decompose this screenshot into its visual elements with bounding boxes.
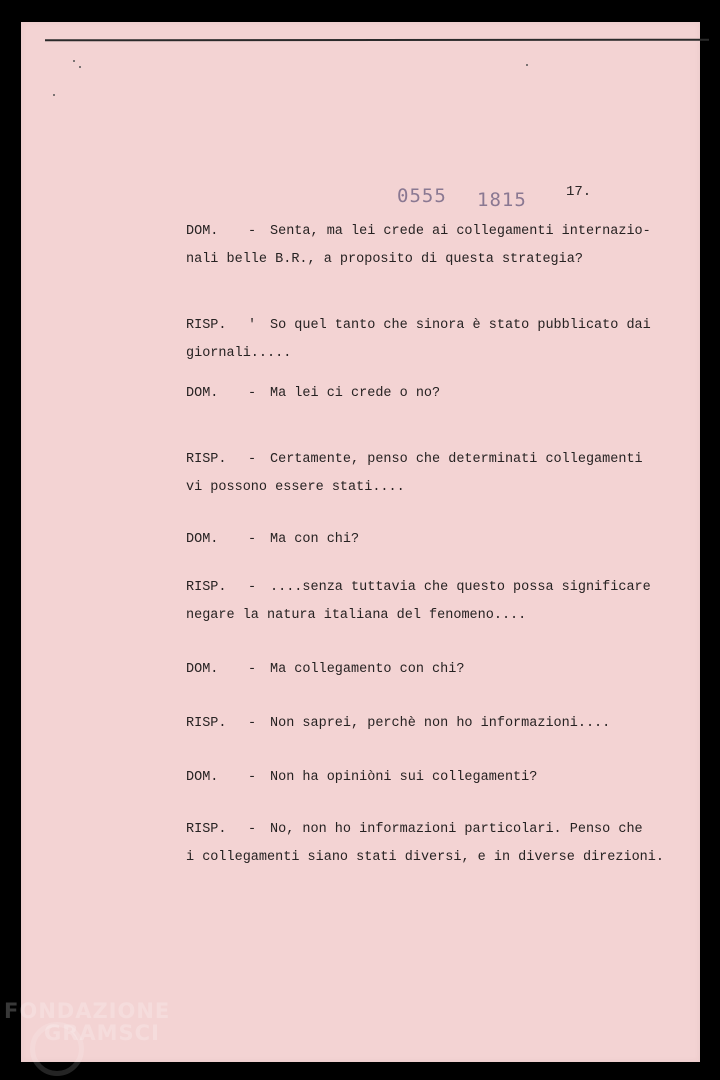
paper-speck [53, 94, 55, 96]
speaker-label: DOM. [186, 532, 219, 547]
transcript-text: giornali..... [186, 346, 292, 361]
transcript-text: Ma lei ci crede o no? [270, 386, 441, 401]
transcript-entry [186, 218, 686, 274]
page-number: 17. [566, 184, 592, 200]
transcript-text: ....senza tuttavia che questo possa significare [270, 580, 651, 595]
transcript-text: negare la natura italiana del fenomeno.... [186, 608, 527, 623]
transcript-line [186, 340, 686, 368]
transcript-text: Certamente, penso che determinati collegamenti [270, 452, 643, 467]
transcript-entry [186, 380, 686, 408]
speaker-label: RISP. [186, 580, 227, 595]
speaker-label: RISP. [186, 318, 227, 333]
speaker-dash: - [248, 386, 257, 401]
watermark-line2: GRAMSCI [44, 1021, 160, 1045]
transcript-line [186, 816, 686, 844]
transcript-entry [186, 574, 686, 630]
fondazione-gramsci-watermark [4, 1000, 170, 1044]
transcript-text: nali belle B.R., a proposito di questa strategia? [186, 252, 583, 267]
speaker-dash: - [248, 224, 257, 239]
transcript-text: Non saprei, perchè non ho informazioni.... [270, 716, 611, 731]
transcript-entry [186, 526, 686, 554]
transcript-entry [186, 446, 686, 502]
transcript-line [186, 656, 686, 684]
speaker-dash: - [248, 580, 257, 595]
document-page [21, 22, 700, 1062]
transcript-line [186, 380, 686, 408]
watermark-line1: FONDAZIONE [4, 999, 171, 1023]
transcript-text: Non ha opiniòni sui collegamenti? [270, 770, 538, 785]
speaker-dash: - [248, 662, 257, 677]
transcript-line [186, 218, 686, 246]
transcript-line [186, 844, 686, 872]
speaker-label: DOM. [186, 770, 219, 785]
transcript-text: Ma collegamento con chi? [270, 662, 465, 677]
transcript-text: No, non ho informazioni particolari. Penso che [270, 822, 643, 837]
transcript-entry [186, 816, 686, 872]
transcript-line [186, 446, 686, 474]
transcript-entry [186, 656, 686, 684]
transcript-line [186, 602, 686, 630]
paper-speck [526, 64, 528, 66]
transcript-line [186, 764, 686, 792]
speaker-label: RISP. [186, 716, 227, 731]
speaker-label: DOM. [186, 662, 219, 677]
speaker-dash: - [248, 822, 257, 837]
transcript-line [186, 246, 686, 274]
transcript-entry [186, 710, 686, 738]
paper-speck [79, 66, 81, 68]
speaker-label: RISP. [186, 452, 227, 467]
speaker-label: RISP. [186, 822, 227, 837]
speaker-label: DOM. [186, 386, 219, 401]
archive-stamp-left: 0555 [397, 185, 447, 207]
transcript-line [186, 526, 686, 554]
speaker-dash: - [248, 770, 257, 785]
transcript-entry [186, 312, 686, 368]
transcript-entry [186, 764, 686, 792]
transcript-text: So quel tanto che sinora è stato pubblicato dai [270, 318, 651, 333]
transcript-line [186, 474, 686, 502]
top-rule [45, 39, 709, 42]
transcript-text: vi possono essere stati.... [186, 480, 405, 495]
speaker-dash: - [248, 452, 257, 467]
transcript-text: Senta, ma lei crede ai collegamenti internazio- [270, 224, 651, 239]
speaker-dash: - [248, 716, 257, 731]
paper-speck [73, 60, 75, 62]
transcript-text: Ma con chi? [270, 532, 360, 547]
speaker-label: DOM. [186, 224, 219, 239]
transcript-line [186, 574, 686, 602]
transcript-line [186, 312, 686, 340]
archive-stamp-right: 1815 [477, 189, 527, 211]
speaker-dash: - [248, 532, 257, 547]
speaker-dash: ' [248, 318, 257, 333]
transcript-text: i collegamenti siano stati diversi, e in diverse direzioni. [186, 850, 664, 865]
transcript-line [186, 710, 686, 738]
